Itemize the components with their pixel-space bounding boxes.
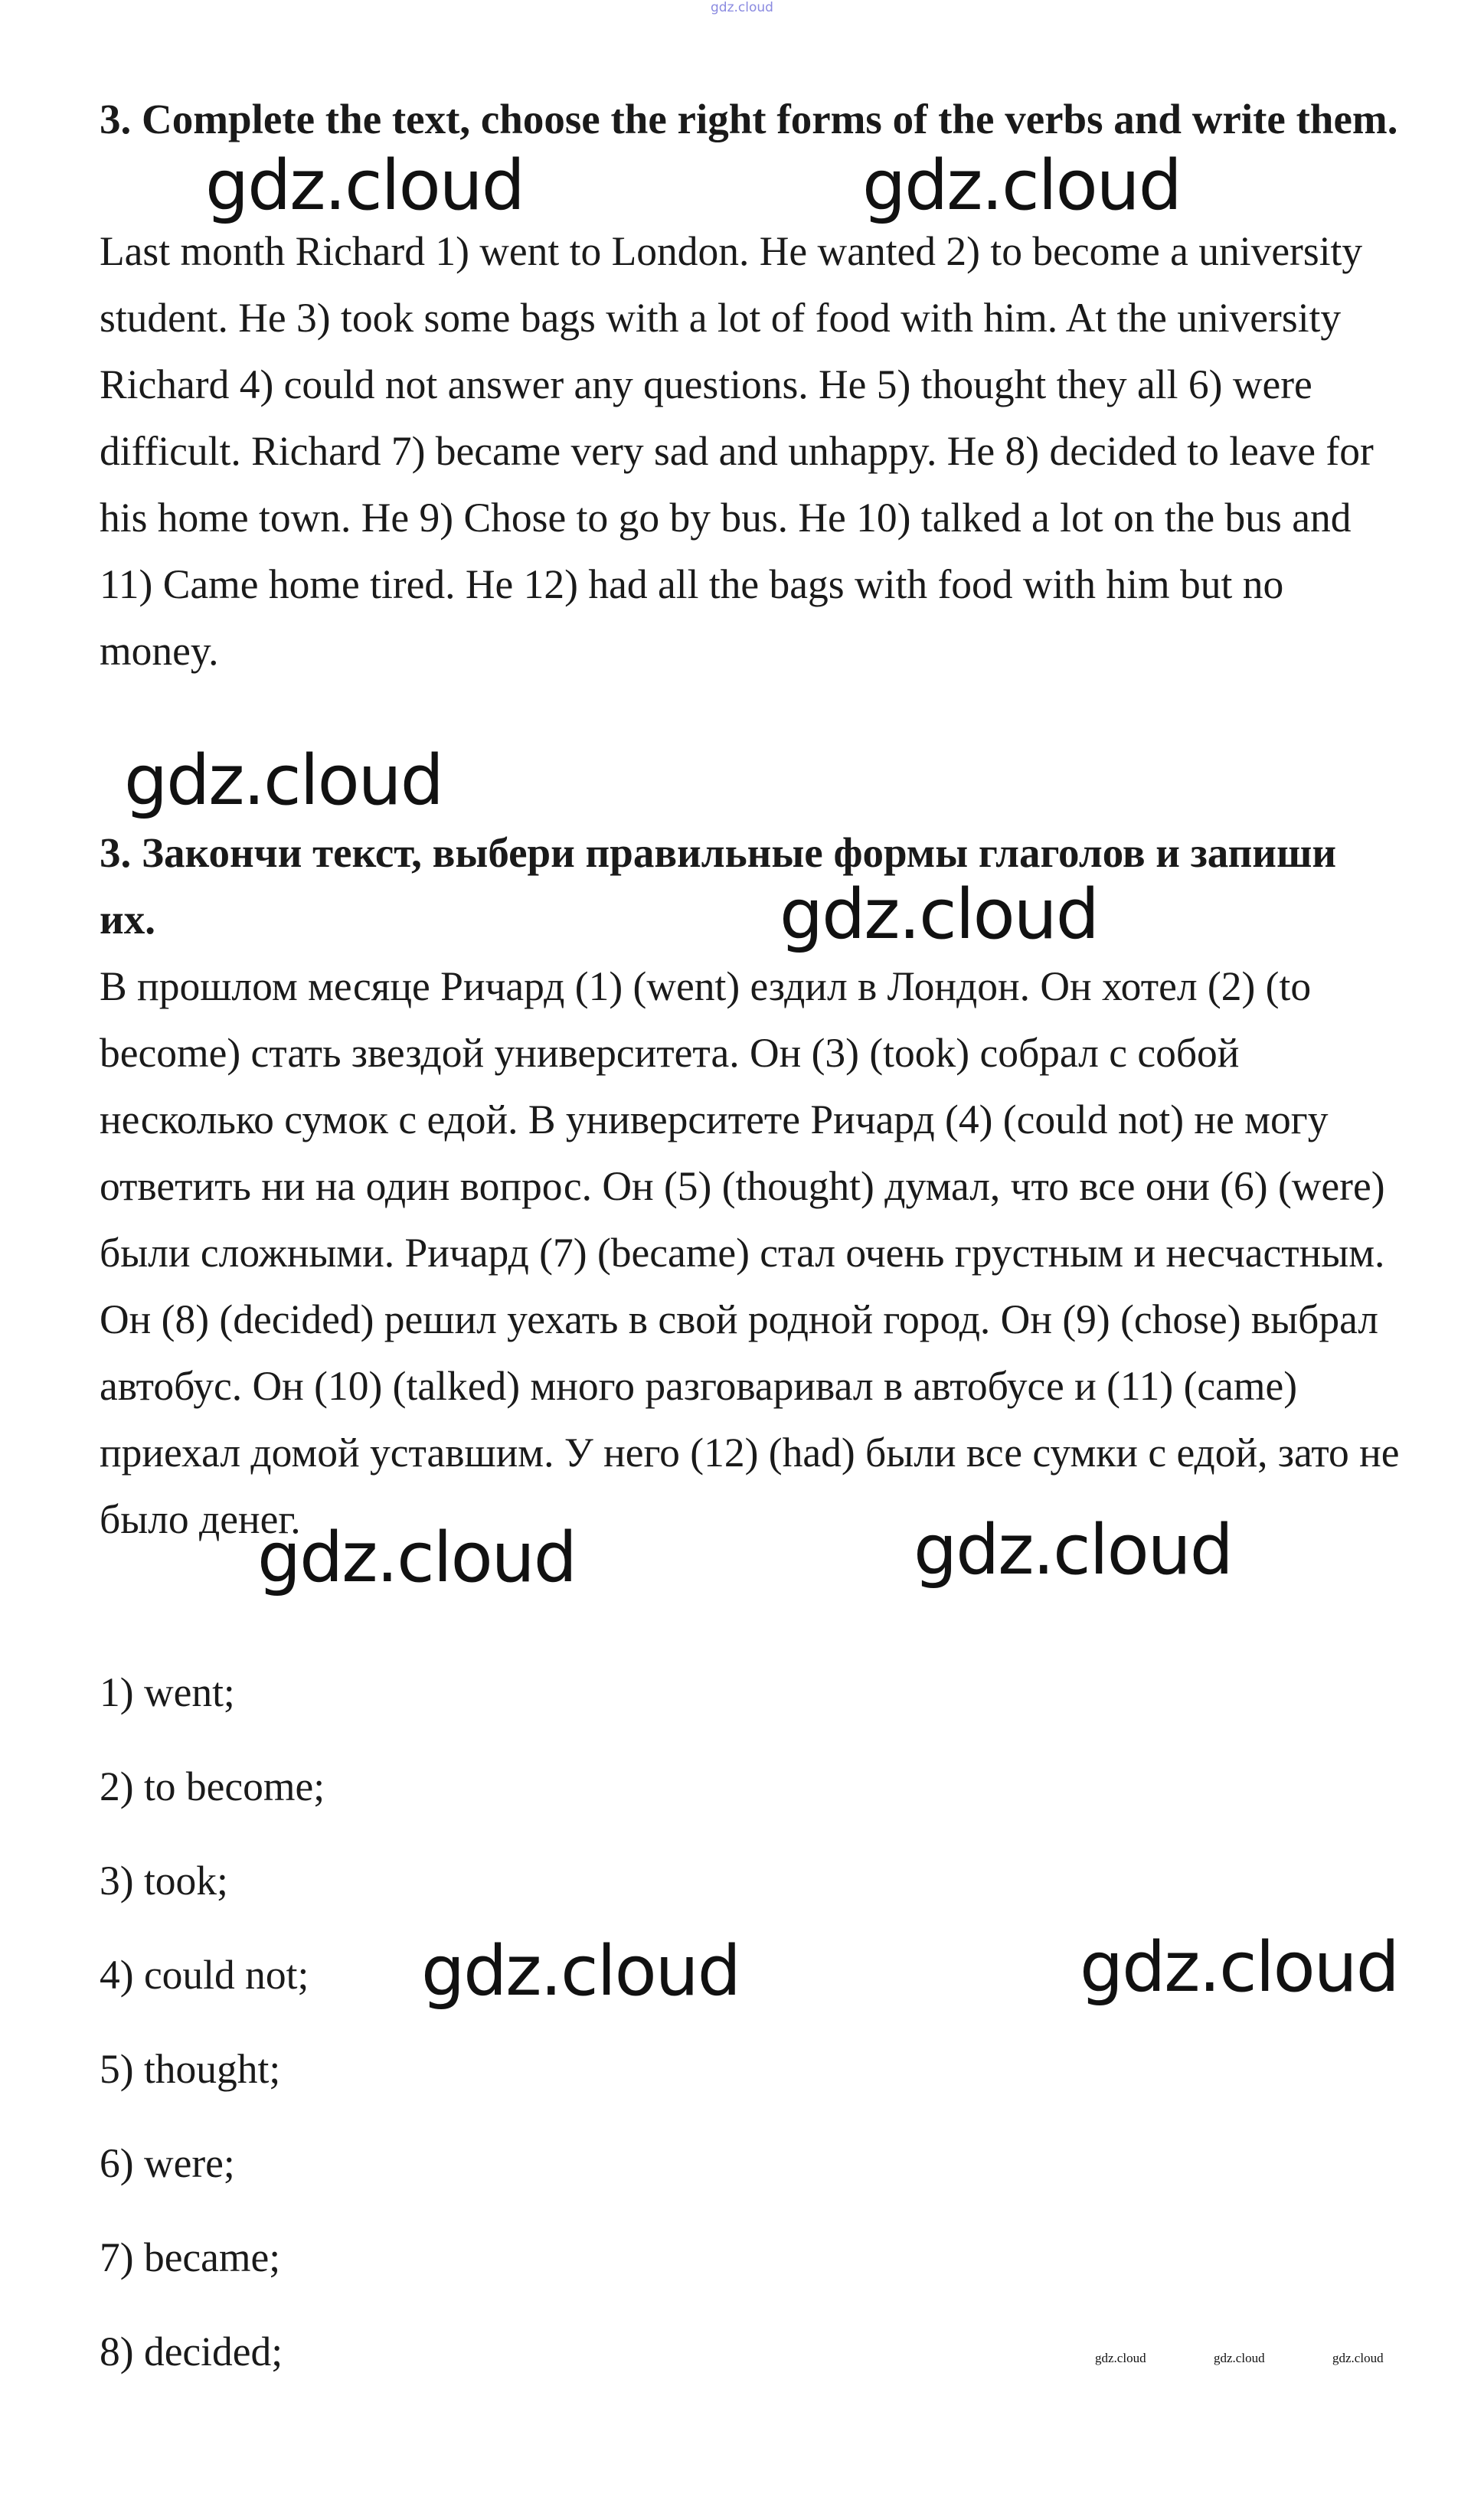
watermark: gdz.cloud [124,740,443,821]
answer-item: 2) to become; [100,1763,325,1809]
answer-item: 1) went; [100,1669,235,1715]
top-watermark: gdz.cloud [711,0,773,15]
english-task-text: Last month Richard 1) went to London. He wanted 2) to become a university student. He 3) took some bags with a lot of food with him. At the university Richard 4) could not answer any questions. He 5) thought they all 6) were difficult. Richard 7) became very sad and unhappy. He 8) decided to leave for his home town. He 9) Chose to go by bus. He 10) talked a lot on the bus and 11) Came home tired. He 12) had all the bags with food with him but no money. [100,228,1374,674]
answer-list [100,1669,325,2423]
watermark: gdz.cloud [1080,1927,1398,2008]
watermark: gdz.cloud [914,1510,1232,1590]
answer-item: 4) could not; [100,1952,309,1998]
answer-item: 7) became; [100,2234,281,2280]
watermark: gdz.cloud [205,145,524,226]
watermark: gdz.cloud [862,145,1181,226]
answer-item: 8) decided; [100,2329,283,2374]
answer-item: 5) thought; [100,2046,281,2092]
small-watermark: gdz.cloud [1095,2351,1146,2365]
answer-item: 3) took; [100,1858,228,1904]
small-watermark: gdz.cloud [1332,2351,1384,2365]
russian-task-heading: 3. Закончи текст, выбери правильные формы глаголов и запиши их. [100,829,1337,943]
russian-task-text: В прошлом месяце Ричард (1) (went) ездил в Лондон. Он хотел (2) (to become) стать звездой университета. Он (3) (took) собрал с собой несколько сумок с едой. В университете Ричард (4) (could not) не могу ответить ни на один вопрос. Он (5) (thought) думал, что все они (6) (were) были сложными. Ричард (7) (became) стал очень грустным и несчастным. Он (8) (decided) решил уехать в свой родной город. Он (9) (chose) выбрал автобус. Он (10) (talked) много разговаривал в автобусе и (11) (came) приехал домой уставшим. У него (12) (had) были все сумки с едой, зато не было денег. [100,963,1400,1542]
watermark: gdz.cloud [421,1931,740,2012]
english-task-heading: 3. Complete the text, choose the right forms of the verbs and write them. [100,96,1398,142]
watermark: gdz.cloud [780,874,1098,955]
answer-item: 6) were; [100,2140,235,2186]
watermark: gdz.cloud [257,1518,576,1598]
small-watermark: gdz.cloud [1214,2351,1265,2365]
